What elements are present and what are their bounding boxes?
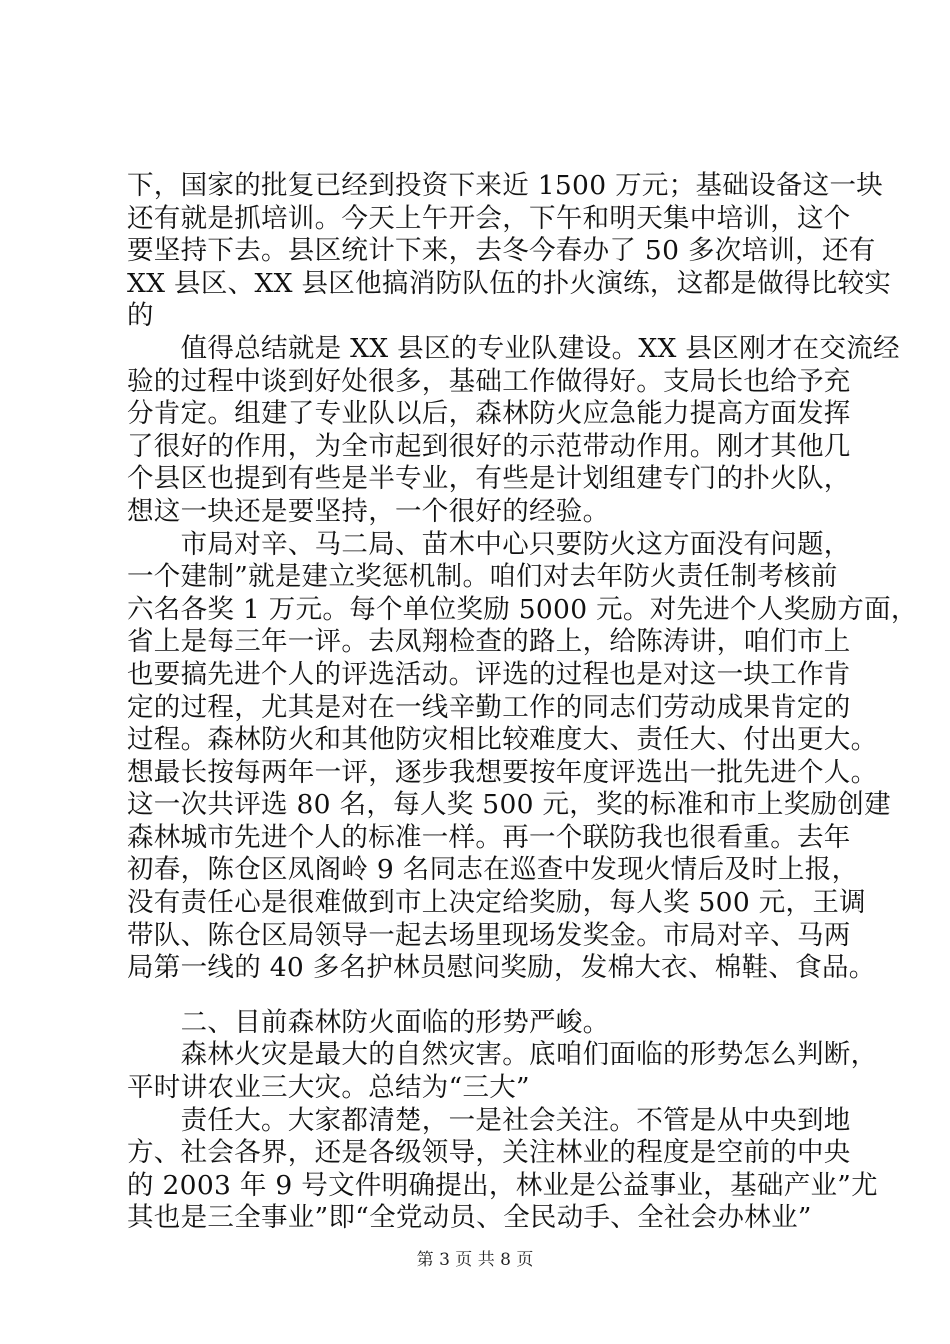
- text-line: 森林火灾是最大的自然灾害。底咱们面临的形势怎么判断，: [127, 1039, 878, 1071]
- text-line: 要坚持下去。县区统计下来，去冬今春办了 50 多次培训，还有: [127, 235, 876, 267]
- text-line: 的 2003 年 9 号文件明确提出，林业是公益事业，基础产业”尤: [127, 1169, 878, 1201]
- paragraph-gap: [127, 985, 837, 1007]
- text-line: 责任大。大家都清楚，一是社会关注。不管是从中央到地: [127, 1104, 851, 1136]
- text-line: 市局对辛、马二局、苗木中心只要防火这方面没有问题，: [127, 528, 851, 560]
- text-line: 一个建制”就是建立奖惩机制。咱们对去年防火责任制考核前: [127, 561, 838, 593]
- body-section-2: [127, 1006, 878, 1235]
- page-number-footer: 第 3 页 共 8 页: [416, 1250, 534, 1270]
- text-line: 省上是每三年一评。去凤翔检查的路上，给陈涛讲，咱们市上: [127, 626, 851, 658]
- text-line: 分肯定。组建了专业队以后，森林防火应急能力提高方面发挥: [127, 398, 851, 430]
- text-line: 森林城市先进个人的标准一样。再一个联防我也很看重。去年: [127, 821, 851, 853]
- text-line: 其也是三全事业”即“全党动员、全民动手、全社会办林业”: [127, 1202, 812, 1234]
- text-line: 下，国家的批复已经到投资下来近 1500 万元；基础设备这一块: [127, 170, 884, 201]
- text-line: 还有就是抓培训。今天上午开会，下午和明天集中培训，这个: [127, 202, 851, 234]
- text-line: 过程。森林防火和其他防灾相比较难度大、责任大、付出更大。: [127, 724, 878, 756]
- text-line: 也要搞先进个人的评选活动。评选的过程也是对这一块工作肯: [127, 658, 851, 690]
- text-line: XX 县区、XX 县区他搞消防队伍的扑火演练，这都是做得比较实: [127, 267, 892, 299]
- text-line: 平时讲农业三大灾。总结为“三大”: [127, 1072, 530, 1104]
- text-line: 方、社会各界，还是各级领导，关注林业的程度是空前的中央: [127, 1137, 851, 1169]
- text-line: 带队、陈仓区局领导一起去场里现场发奖金。市局对辛、马两: [127, 919, 851, 951]
- text-line: 个县区也提到有些是半专业，有些是计划组建专门的扑火队，: [127, 463, 851, 495]
- text-line: 局第一线的 40 多名护林员慰问奖励，发棉大衣、棉鞋、食品。: [127, 952, 876, 984]
- text-line: 六名各奖 1 万元。每个单位奖励 5000 元。对先进个人奖励方面，: [127, 593, 918, 625]
- text-line: 初春，陈仓区凤阁岭 9 名同志在巡查中发现火情后及时上报，: [127, 854, 859, 886]
- text-line: 没有责任心是很难做到市上决定给奖励，每人奖 500 元，王调: [127, 887, 866, 919]
- text-line: 二、目前森林防火面临的形势严峻。: [127, 1006, 610, 1038]
- document-body: [127, 170, 918, 1235]
- text-line: 定的过程，尤其是对在一线辛勤工作的同志们劳动成果肯定的: [127, 691, 851, 723]
- body-section-1: [127, 170, 918, 985]
- text-line: 了很好的作用，为全市起到很好的示范带动作用。刚才其他几: [127, 430, 851, 462]
- text-line: 想最长按每两年一评，逐步我想要按年度评选出一批先进个人。: [127, 756, 878, 788]
- text-line: 的: [127, 300, 154, 332]
- text-line: 这一次共评选 80 名，每人奖 500 元，奖的标准和市上奖励创建: [127, 789, 891, 821]
- text-line: 验的过程中谈到好处很多，基础工作做得好。支局长也给予充: [127, 365, 851, 397]
- text-line: 想这一块还是要坚持，一个很好的经验。: [127, 495, 610, 527]
- text-line: 值得总结就是 XX 县区的专业队建设。XX 县区刚才在交流经: [127, 332, 900, 364]
